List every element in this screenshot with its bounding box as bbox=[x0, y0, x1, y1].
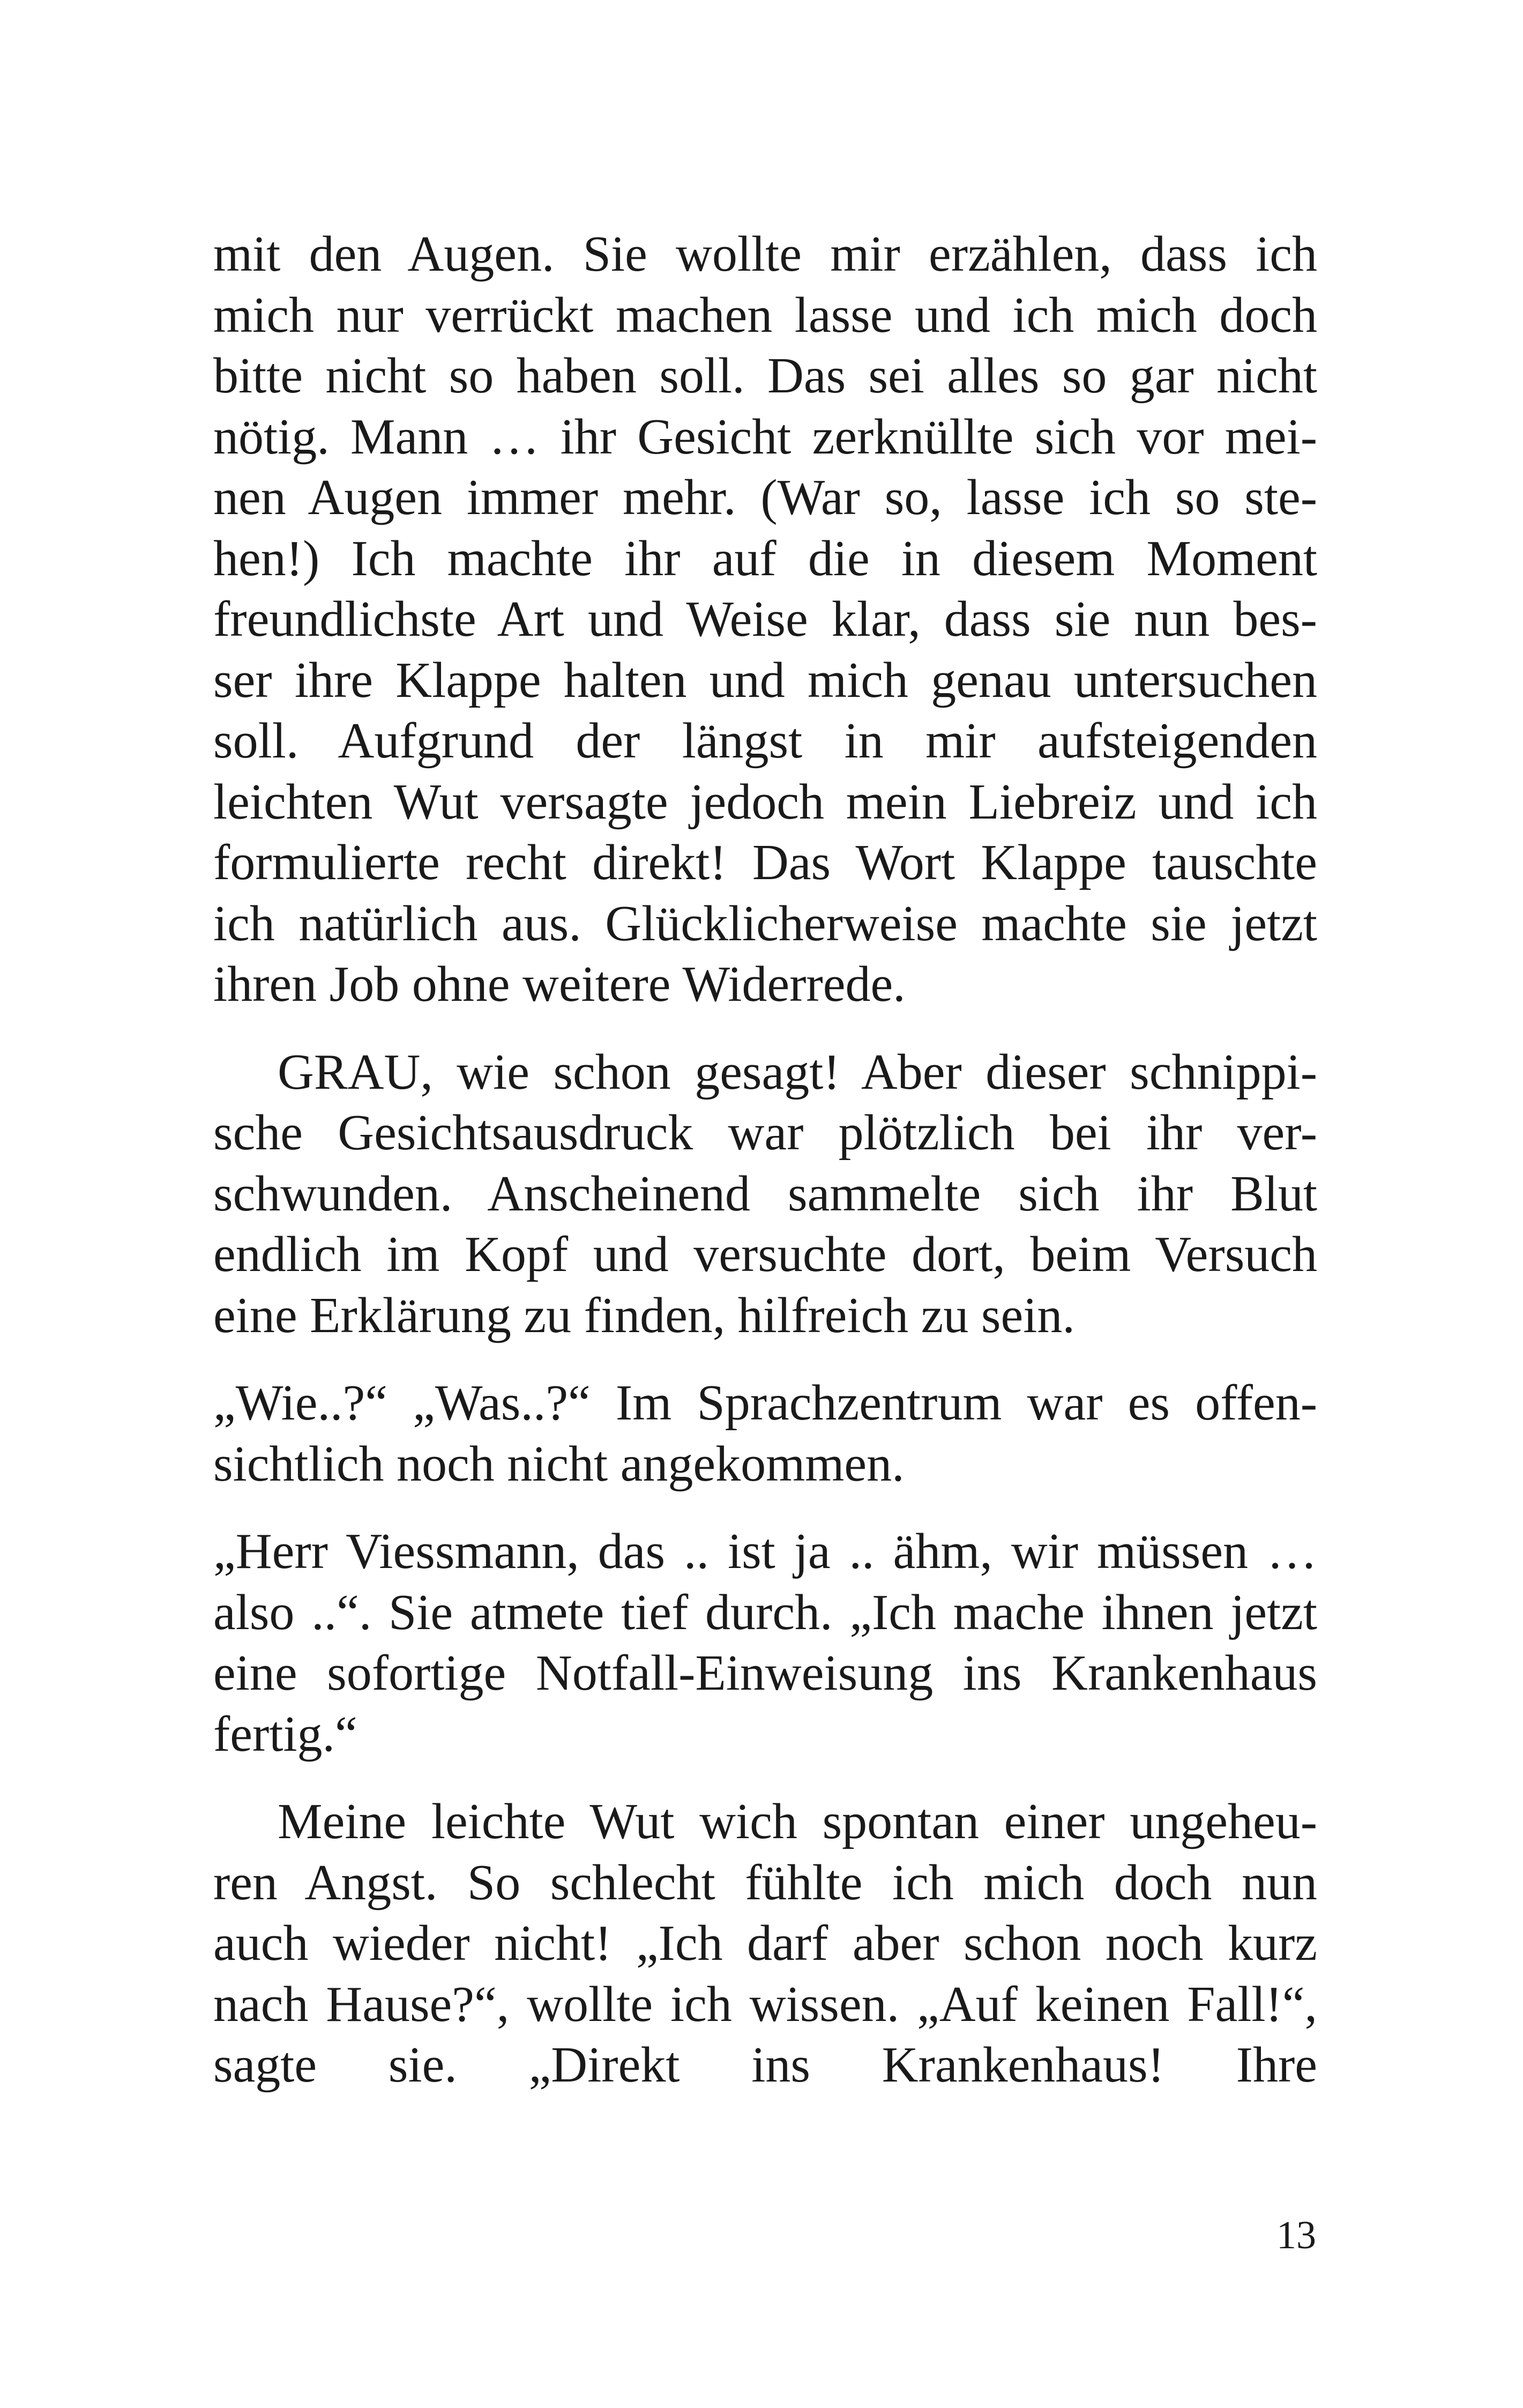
text-line: sagte sie. „Direkt ins Krankenhaus! Ihre bbox=[213, 2037, 1317, 2093]
paragraph-1 bbox=[213, 224, 1317, 1015]
text-line: ser ihre Klappe halten und mich genau untersuchen bbox=[213, 652, 1317, 708]
text-line: eine Erklärung zu finden, hilfreich zu sein. bbox=[213, 1287, 1075, 1343]
text-line: fertig.“ bbox=[213, 1706, 357, 1762]
paragraph-gap bbox=[213, 1495, 1317, 1521]
text-line: freundlichste Art und Weise klar, dass sie nun bes- bbox=[213, 591, 1317, 647]
text-line: sche Gesichtsausdruck war plötzlich bei ihr ver- bbox=[213, 1105, 1317, 1161]
text-line: schwunden. Anscheinend sammelte sich ihr Blut bbox=[213, 1165, 1317, 1222]
paragraph-gap bbox=[213, 1765, 1317, 1792]
text-line: ihren Job ohne weitere Widerrede. bbox=[213, 956, 906, 1012]
paragraph-gap bbox=[213, 1015, 1317, 1042]
paragraph-5 bbox=[213, 1792, 1317, 2096]
text-line: soll. Aufgrund der längst in mir aufsteigenden bbox=[213, 713, 1317, 769]
text-line: „Wie..?“ „Was..?“ Im Sprachzentrum war es offen- bbox=[213, 1375, 1317, 1431]
text-line: mich nur verrückt machen lasse und ich mich doch bbox=[213, 287, 1317, 343]
text-line: ich natürlich aus. Glücklicherweise machte sie jetzt bbox=[213, 895, 1317, 952]
paragraph-2 bbox=[213, 1042, 1317, 1347]
text-line: bitte nicht so haben soll. Das sei alles so gar nicht bbox=[213, 348, 1317, 404]
text-line: nötig. Mann … ihr Gesicht zerknüllte sich vor mei- bbox=[213, 408, 1317, 465]
text-line: eine sofortige Notfall-Einweisung ins Krankenhaus bbox=[213, 1645, 1317, 1701]
body-text bbox=[213, 224, 1317, 2096]
text-line: nach Hause?“, wollte ich wissen. „Auf keinen Fall!“, bbox=[213, 1976, 1317, 2032]
text-line: also ..“. Sie atmete tief durch. „Ich mache ihnen jetzt bbox=[213, 1584, 1317, 1640]
page-number: 13 bbox=[1276, 2213, 1316, 2257]
text-line: mit den Augen. Sie wollte mir erzählen, dass ich bbox=[213, 226, 1317, 282]
text-line: nen Augen immer mehr. (War so, lasse ich so ste- bbox=[213, 470, 1317, 525]
text-line: GRAU, wie schon gesagt! Aber dieser schnippi- bbox=[278, 1044, 1317, 1100]
text-line: Meine leichte Wut wich spontan einer ungeheu- bbox=[278, 1794, 1317, 1849]
text-line: „Herr Viessmann, das .. ist ja .. ähm, wir müssen … bbox=[213, 1523, 1317, 1579]
text-line: leichten Wut versagte jedoch mein Liebreiz und ich bbox=[213, 774, 1317, 830]
paragraph-gap bbox=[213, 1346, 1317, 1373]
text-line: ren Angst. So schlecht fühlte ich mich doch nun bbox=[213, 1854, 1317, 1911]
paragraph-4 bbox=[213, 1521, 1317, 1765]
text-line: endlich im Kopf und versuchte dort, beim Versuch bbox=[213, 1227, 1317, 1282]
paragraph-3 bbox=[213, 1373, 1317, 1495]
text-line: sichtlich noch nicht angekommen. bbox=[213, 1436, 905, 1492]
text-line: auch wieder nicht! „Ich darf aber schon noch kurz bbox=[213, 1915, 1317, 1971]
text-line: formulierte recht direkt! Das Wort Klappe tauschte bbox=[213, 835, 1317, 890]
text-line: hen!) Ich machte ihr auf die in diesem Moment bbox=[213, 530, 1317, 586]
